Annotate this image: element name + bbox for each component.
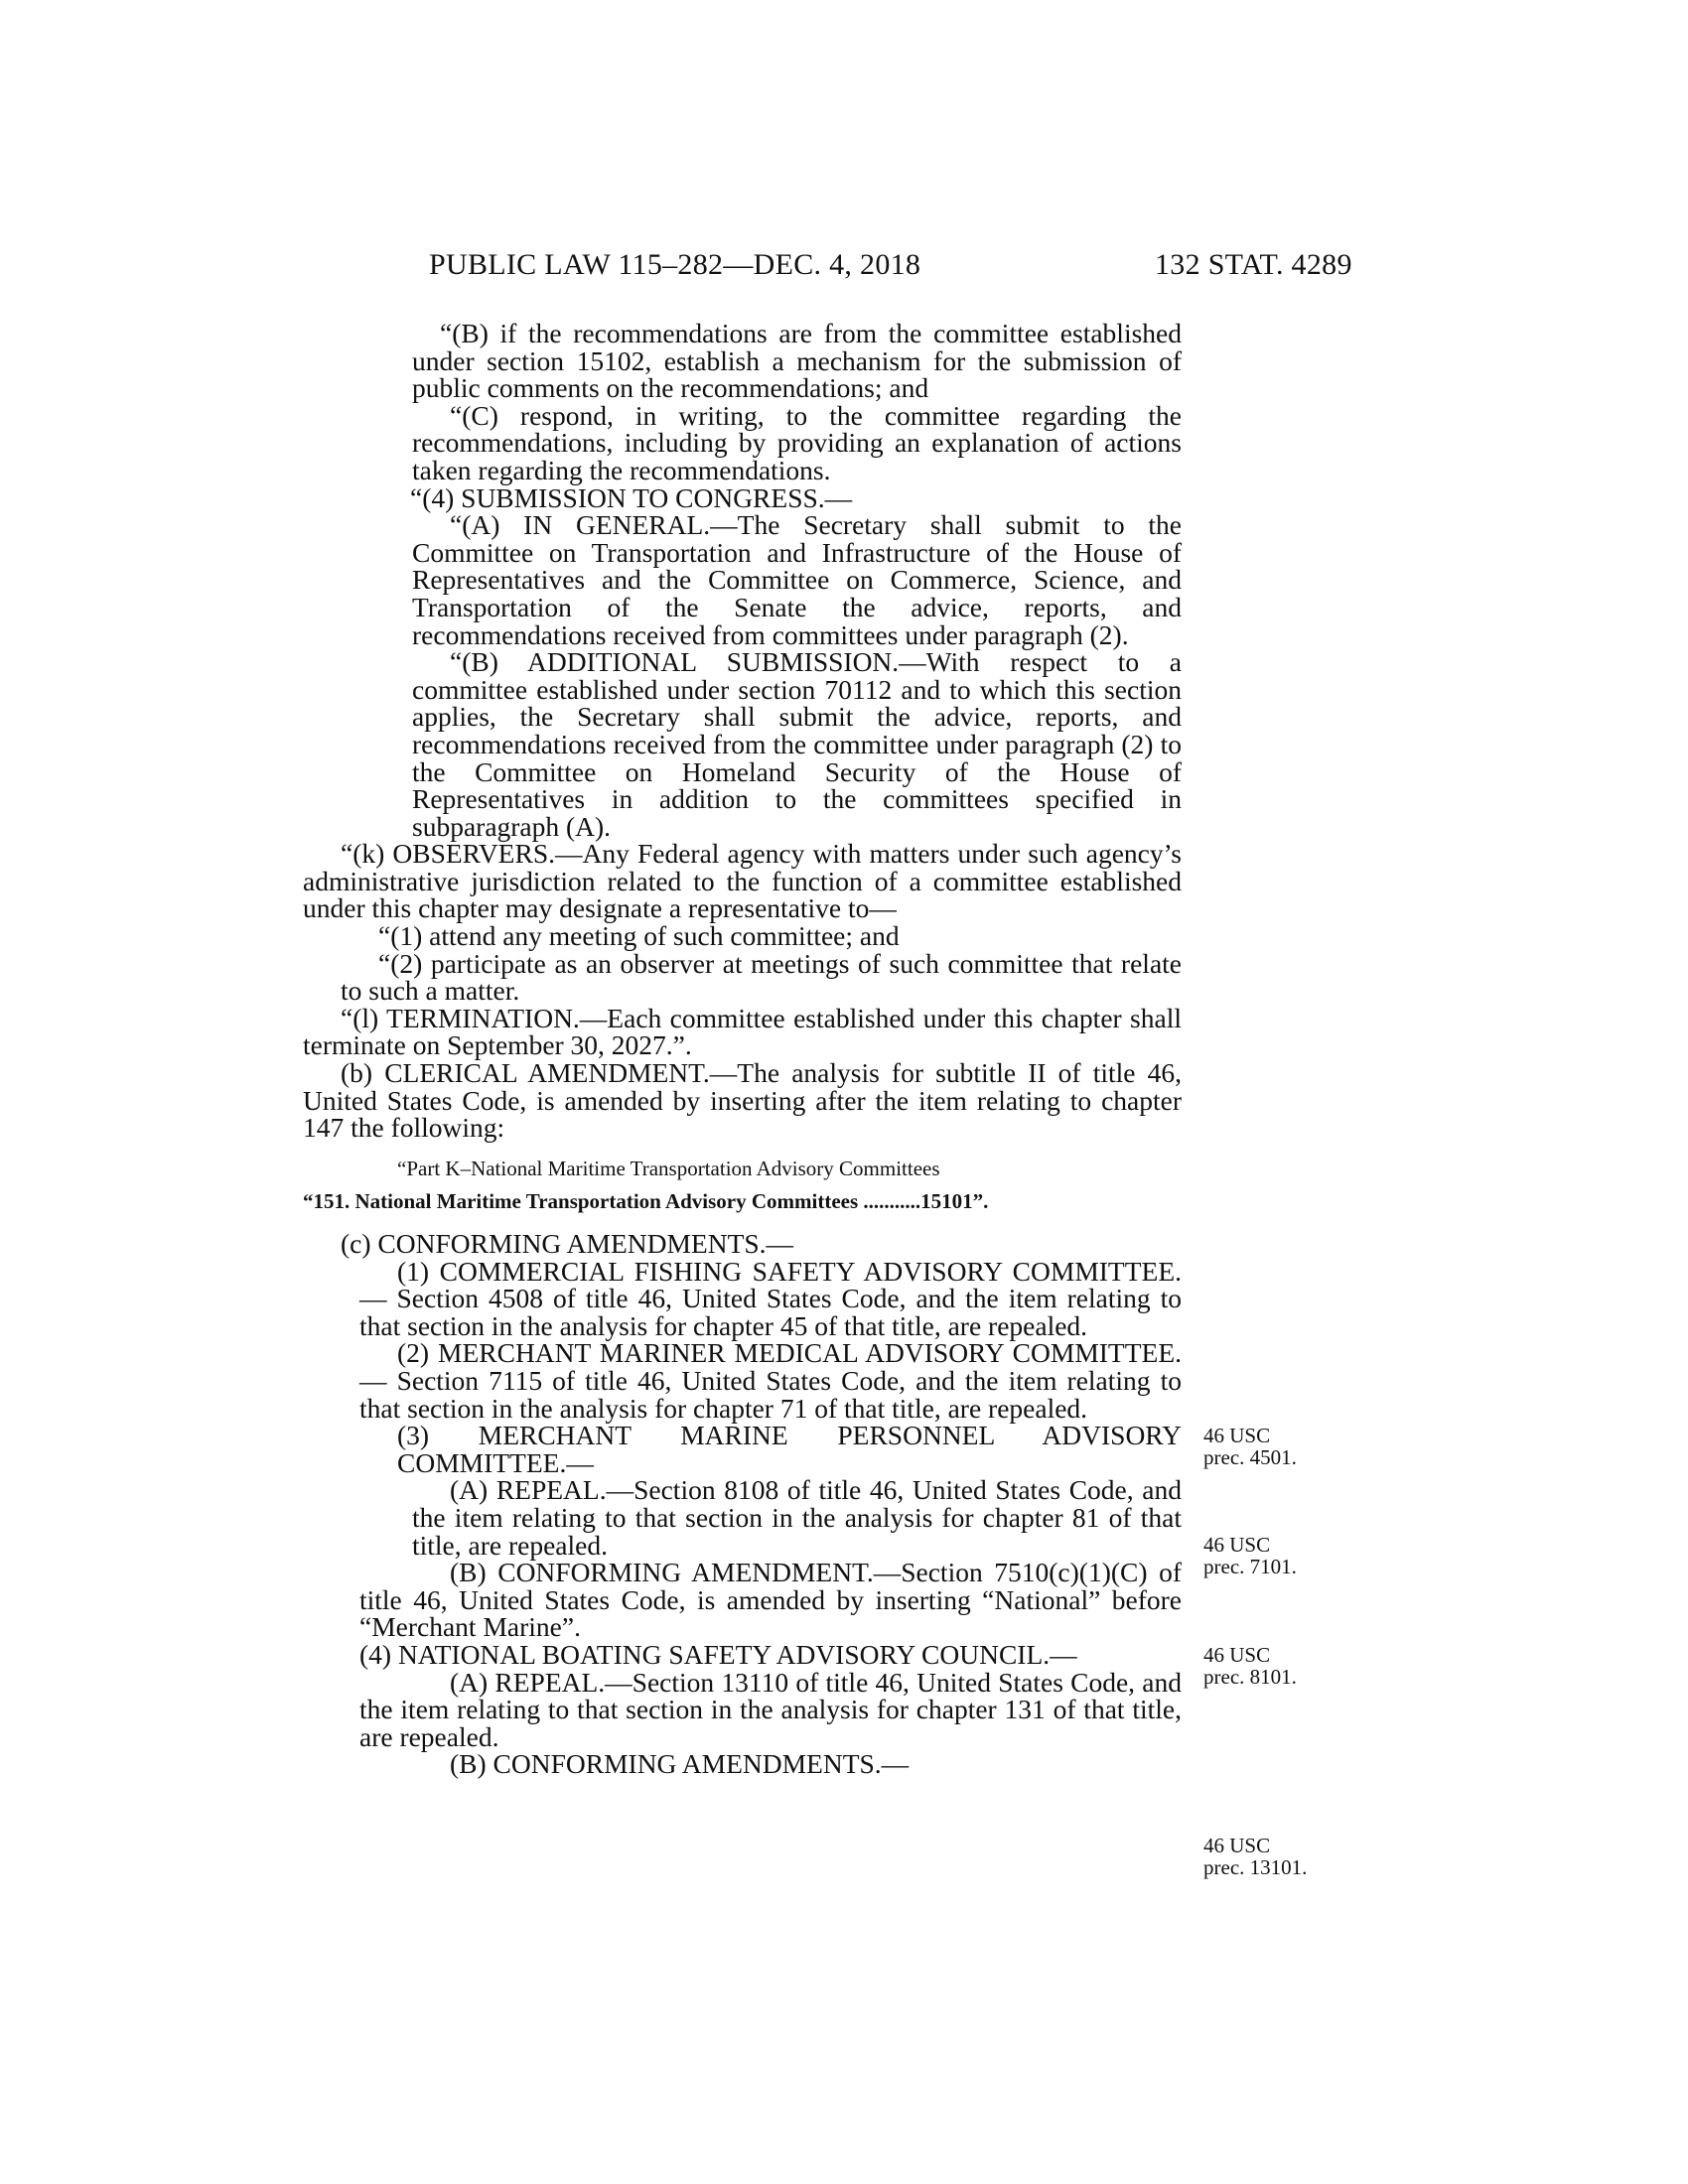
margin-note-13101: 46 USC prec. 13101. — [1203, 1834, 1308, 1879]
paragraph-4-submission-heading: “(4) SUBMISSION TO CONGRESS.— — [410, 481, 853, 513]
subsection-k-observers: “(k) OBSERVERS.—Any Federal agency with matters under such agency’s administrative jurisdiction related to the function of a committee established under this chapter may designate a representative to— — [303, 838, 1182, 924]
analysis-chapter-item: “151. National Maritime Transportation Advisory Committees ...........15101”. — [303, 1189, 989, 1214]
amendment-3a-repeal: (A) REPEAL.—Section 8108 of title 46, United States Code, and the item relating to that section in the analysis for chapter 81 of that title, are repealed. — [412, 1474, 1182, 1561]
amendment-3b-conforming: (B) CONFORMING AMENDMENT.—Section 7510(c)(1)(C) of title 46, United States Code, is amended by inserting “National” before “Merchant Marine”. — [359, 1557, 1182, 1643]
subparagraph-b-public-comments: “(B) if the recommendations are from the committee established under section 15102, establish a mechanism for the submission of public comments on the recommendations; and — [412, 318, 1182, 404]
subsection-l-termination: “(l) TERMINATION.—Each committee established under this chapter shall terminate on September 30, 2027.”. — [303, 1002, 1182, 1061]
amendment-4b-conforming: (B) CONFORMING AMENDMENTS.— — [450, 1748, 910, 1780]
amendment-1-fishing-safety: (1) COMMERCIAL FISHING SAFETY ADVISORY COMMITTEE.— Section 4508 of title 46, United States Code, and the item relating to that section in the analysis for chapter 45 of that title, are repealed. — [359, 1255, 1182, 1341]
conforming-amendments-heading: (c) CONFORMING AMENDMENTS.— — [341, 1228, 794, 1259]
amendment-4-boating-heading: (4) NATIONAL BOATING SAFETY ADVISORY COUNCIL.— — [359, 1638, 1077, 1670]
margin-note-8101: 46 USC prec. 8101. — [1203, 1643, 1297, 1689]
margin-note-4501: 46 USC prec. 4501. — [1203, 1424, 1297, 1469]
observer-item-1: “(1) attend any meeting of such committee; and — [378, 920, 900, 952]
statute-body — [303, 320, 1182, 1778]
margin-note-7101: 46 USC prec. 7101. — [1203, 1533, 1297, 1578]
amendment-3-personnel-heading: (3) MERCHANT MARINE PERSONNEL ADVISORY COMMITTEE.— — [397, 1420, 1182, 1478]
observer-item-2: “(2) participate as an observer at meetings of such committee that relate to such a matter. — [341, 947, 1182, 1007]
subparagraph-b-additional-submission: “(B) ADDITIONAL SUBMISSION.—With respect to a committee established under section 70112 and to which this section applies, the Secretary shall submit the advice, reports, and recommendations received from the committee under paragraph (2) to the Committee on Homeland Security of the House of Representatives in addition to the committees specified in subparagraph (A). — [412, 646, 1182, 842]
clerical-amendment: (b) CLERICAL AMENDMENT.—The analysis for subtitle II of title 46, United States Code, is amended by inserting after the item relating to chapter 147 the following: — [303, 1057, 1182, 1144]
analysis-part-heading: “Part K–National Maritime Transportation Advisory Committees — [397, 1156, 940, 1180]
amendment-4a-repeal: (A) REPEAL.—Section 13110 of title 46, United States Code, and the item relating to that section in the analysis for chapter 131 of that title, are repealed. — [359, 1666, 1182, 1752]
subparagraph-a-in-general: “(A) IN GENERAL.—The Secretary shall submit to the Committee on Transportation and Infrastructure of the House of Representatives and the Committee on Commerce, Science, and Transportation of the Senate the advice, reports, and recommendations received from committees under paragraph (2). — [412, 509, 1182, 650]
subparagraph-c-respond: “(C) respond, in writing, to the committee regarding the recommendations, including by providing an explanation of actions taken regarding the recommendations. — [412, 399, 1182, 485]
running-header-page: 132 STAT. 4289 — [1155, 248, 1352, 281]
amendment-2-medical: (2) MERCHANT MARINER MEDICAL ADVISORY COMMITTEE.— Section 7115 of title 46, United States Code, and the item relating to that section in the analysis for chapter 71 of that title, are repealed. — [359, 1337, 1182, 1424]
running-header-citation: PUBLIC LAW 115–282—DEC. 4, 2018 — [429, 248, 921, 281]
